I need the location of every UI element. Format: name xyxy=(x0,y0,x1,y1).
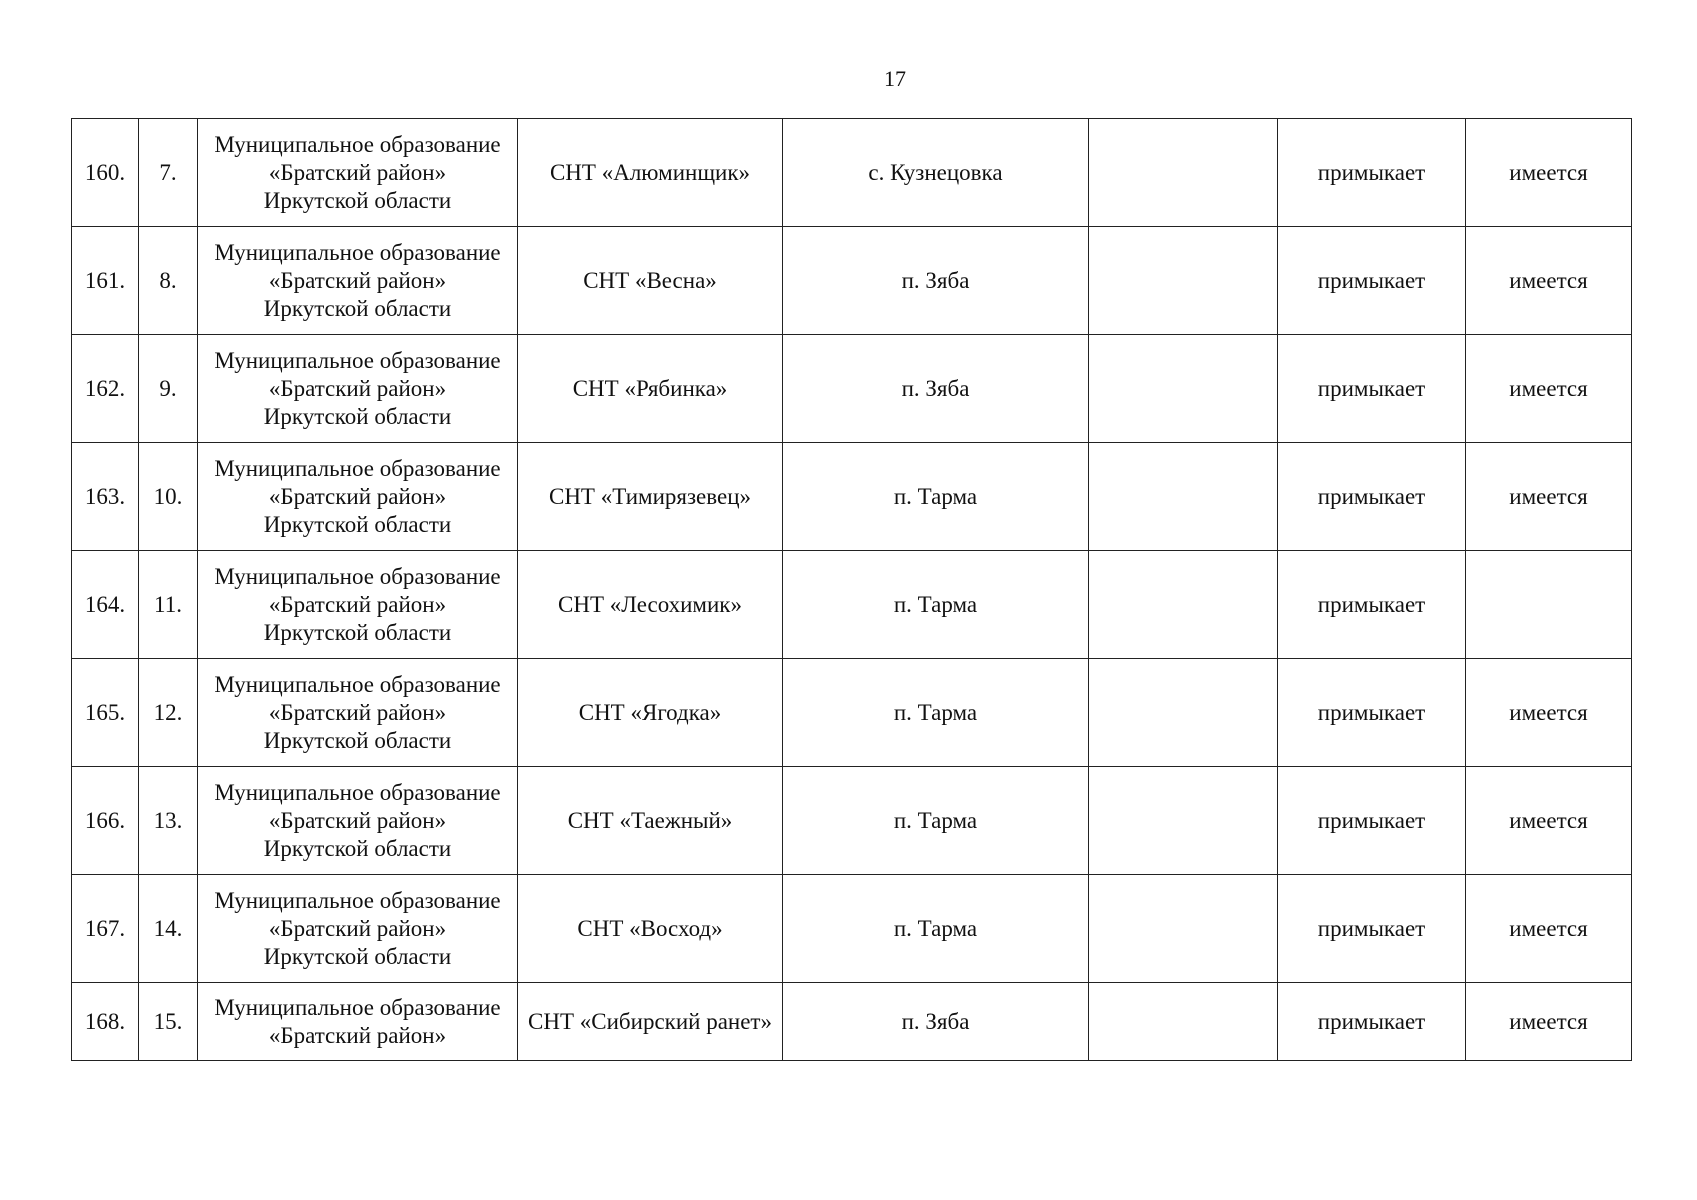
settlement-cell: п. Тарма xyxy=(783,875,1089,983)
availability-cell: имеется xyxy=(1466,227,1632,335)
row-subnumber-cell: 13. xyxy=(139,767,198,875)
municipality-line: Иркутской области xyxy=(263,511,452,537)
table-row xyxy=(72,551,1632,659)
row-subnumber-cell: 15. xyxy=(139,983,198,1061)
snt-name-cell: СНТ «Весна» xyxy=(518,227,783,335)
empty-cell xyxy=(1089,227,1278,335)
row-subnumber-cell: 12. xyxy=(139,659,198,767)
empty-cell xyxy=(1089,983,1278,1061)
empty-cell xyxy=(1089,767,1278,875)
empty-cell xyxy=(1089,335,1278,443)
row-number-cell: 164. xyxy=(72,551,139,659)
municipality-cell xyxy=(198,227,518,335)
empty-cell xyxy=(1089,119,1278,227)
snt-name-cell: СНТ «Тимирязевец» xyxy=(518,443,783,551)
row-number-cell: 168. xyxy=(72,983,139,1061)
municipality-line: «Братский район» xyxy=(268,159,447,185)
empty-cell xyxy=(1089,875,1278,983)
snt-name-cell: СНТ «Алюминщик» xyxy=(518,119,783,227)
adjacency-cell: примыкает xyxy=(1278,443,1466,551)
table-row xyxy=(72,875,1632,983)
municipality-line: «Братский район» xyxy=(268,807,447,833)
adjacency-cell: примыкает xyxy=(1278,875,1466,983)
municipality-cell xyxy=(198,659,518,767)
availability-cell: имеется xyxy=(1466,443,1632,551)
municipality-line: Иркутской области xyxy=(263,403,452,429)
empty-cell xyxy=(1089,443,1278,551)
snt-name-cell: СНТ «Лесохимик» xyxy=(518,551,783,659)
row-number-cell: 160. xyxy=(72,119,139,227)
municipality-line: «Братский район» xyxy=(268,483,447,509)
municipality-cell xyxy=(198,875,518,983)
availability-cell: имеется xyxy=(1466,335,1632,443)
row-number-cell: 163. xyxy=(72,443,139,551)
table-body xyxy=(72,119,1632,1061)
adjacency-cell: примыкает xyxy=(1278,551,1466,659)
municipality-line: Иркутской области xyxy=(263,943,452,969)
adjacency-cell: примыкает xyxy=(1278,767,1466,875)
row-subnumber-cell: 11. xyxy=(139,551,198,659)
municipality-line: «Братский район» xyxy=(268,915,447,941)
snt-name-cell: СНТ «Ягодка» xyxy=(518,659,783,767)
row-subnumber-cell: 7. xyxy=(139,119,198,227)
municipality-line: «Братский район» xyxy=(268,267,447,293)
municipality-line: Иркутской области xyxy=(263,835,452,861)
municipality-line: «Братский район» xyxy=(268,591,447,617)
table-row xyxy=(72,119,1632,227)
snt-name-cell: СНТ «Рябинка» xyxy=(518,335,783,443)
table-row xyxy=(72,767,1632,875)
availability-cell: имеется xyxy=(1466,983,1632,1061)
settlement-cell: п. Тарма xyxy=(783,551,1089,659)
municipality-line: Иркутской области xyxy=(263,727,452,753)
settlement-cell: п. Зяба xyxy=(783,983,1089,1061)
municipality-line: «Братский район» xyxy=(268,1022,447,1048)
municipality-cell xyxy=(198,119,518,227)
municipality-cell xyxy=(198,335,518,443)
adjacency-cell: примыкает xyxy=(1278,227,1466,335)
settlement-cell: п. Зяба xyxy=(783,335,1089,443)
empty-cell xyxy=(1089,551,1278,659)
municipality-line: Муниципальное образование xyxy=(214,779,501,805)
municipality-cell xyxy=(198,983,518,1061)
row-subnumber-cell: 8. xyxy=(139,227,198,335)
snt-name-cell: СНТ «Восход» xyxy=(518,875,783,983)
table-row xyxy=(72,335,1632,443)
row-number-cell: 161. xyxy=(72,227,139,335)
settlement-cell: п. Зяба xyxy=(783,227,1089,335)
table-row xyxy=(72,443,1632,551)
row-subnumber-cell: 9. xyxy=(139,335,198,443)
table-row xyxy=(72,227,1632,335)
empty-cell xyxy=(1089,659,1278,767)
table-row xyxy=(72,983,1632,1061)
municipality-cell xyxy=(198,551,518,659)
municipality-line: Муниципальное образование xyxy=(214,994,501,1020)
municipality-cell xyxy=(198,443,518,551)
table-row xyxy=(72,659,1632,767)
municipality-line: Муниципальное образование xyxy=(214,455,501,481)
row-number-cell: 166. xyxy=(72,767,139,875)
row-number-cell: 162. xyxy=(72,335,139,443)
registry-table xyxy=(71,118,1632,1061)
row-subnumber-cell: 10. xyxy=(139,443,198,551)
page-number: 17 xyxy=(884,66,906,91)
municipality-line: Муниципальное образование xyxy=(214,563,501,589)
municipality-line: Муниципальное образование xyxy=(214,347,501,373)
availability-cell: имеется xyxy=(1466,767,1632,875)
settlement-cell: п. Тарма xyxy=(783,767,1089,875)
municipality-line: Иркутской области xyxy=(263,187,452,213)
availability-cell: имеется xyxy=(1466,875,1632,983)
settlement-cell: п. Тарма xyxy=(783,443,1089,551)
adjacency-cell: примыкает xyxy=(1278,659,1466,767)
snt-name-cell: СНТ «Сибирский ранет» xyxy=(518,983,783,1061)
adjacency-cell: примыкает xyxy=(1278,119,1466,227)
row-number-cell: 165. xyxy=(72,659,139,767)
municipality-line: Муниципальное образование xyxy=(214,131,501,157)
municipality-cell xyxy=(198,767,518,875)
municipality-line: Муниципальное образование xyxy=(214,887,501,913)
adjacency-cell: примыкает xyxy=(1278,335,1466,443)
municipality-line: «Братский район» xyxy=(268,375,447,401)
settlement-cell: с. Кузнецовка xyxy=(783,119,1089,227)
row-subnumber-cell: 14. xyxy=(139,875,198,983)
row-number-cell: 167. xyxy=(72,875,139,983)
municipality-line: Муниципальное образование xyxy=(214,671,501,697)
snt-name-cell: СНТ «Таежный» xyxy=(518,767,783,875)
municipality-line: Муниципальное образование xyxy=(214,239,501,265)
availability-cell: имеется xyxy=(1466,659,1632,767)
municipality-line: Иркутской области xyxy=(263,295,452,321)
settlement-cell: п. Тарма xyxy=(783,659,1089,767)
adjacency-cell: примыкает xyxy=(1278,983,1466,1061)
municipality-line: Иркутской области xyxy=(263,619,452,645)
availability-cell: имеется xyxy=(1466,119,1632,227)
availability-cell xyxy=(1466,551,1632,659)
municipality-line: «Братский район» xyxy=(268,699,447,725)
